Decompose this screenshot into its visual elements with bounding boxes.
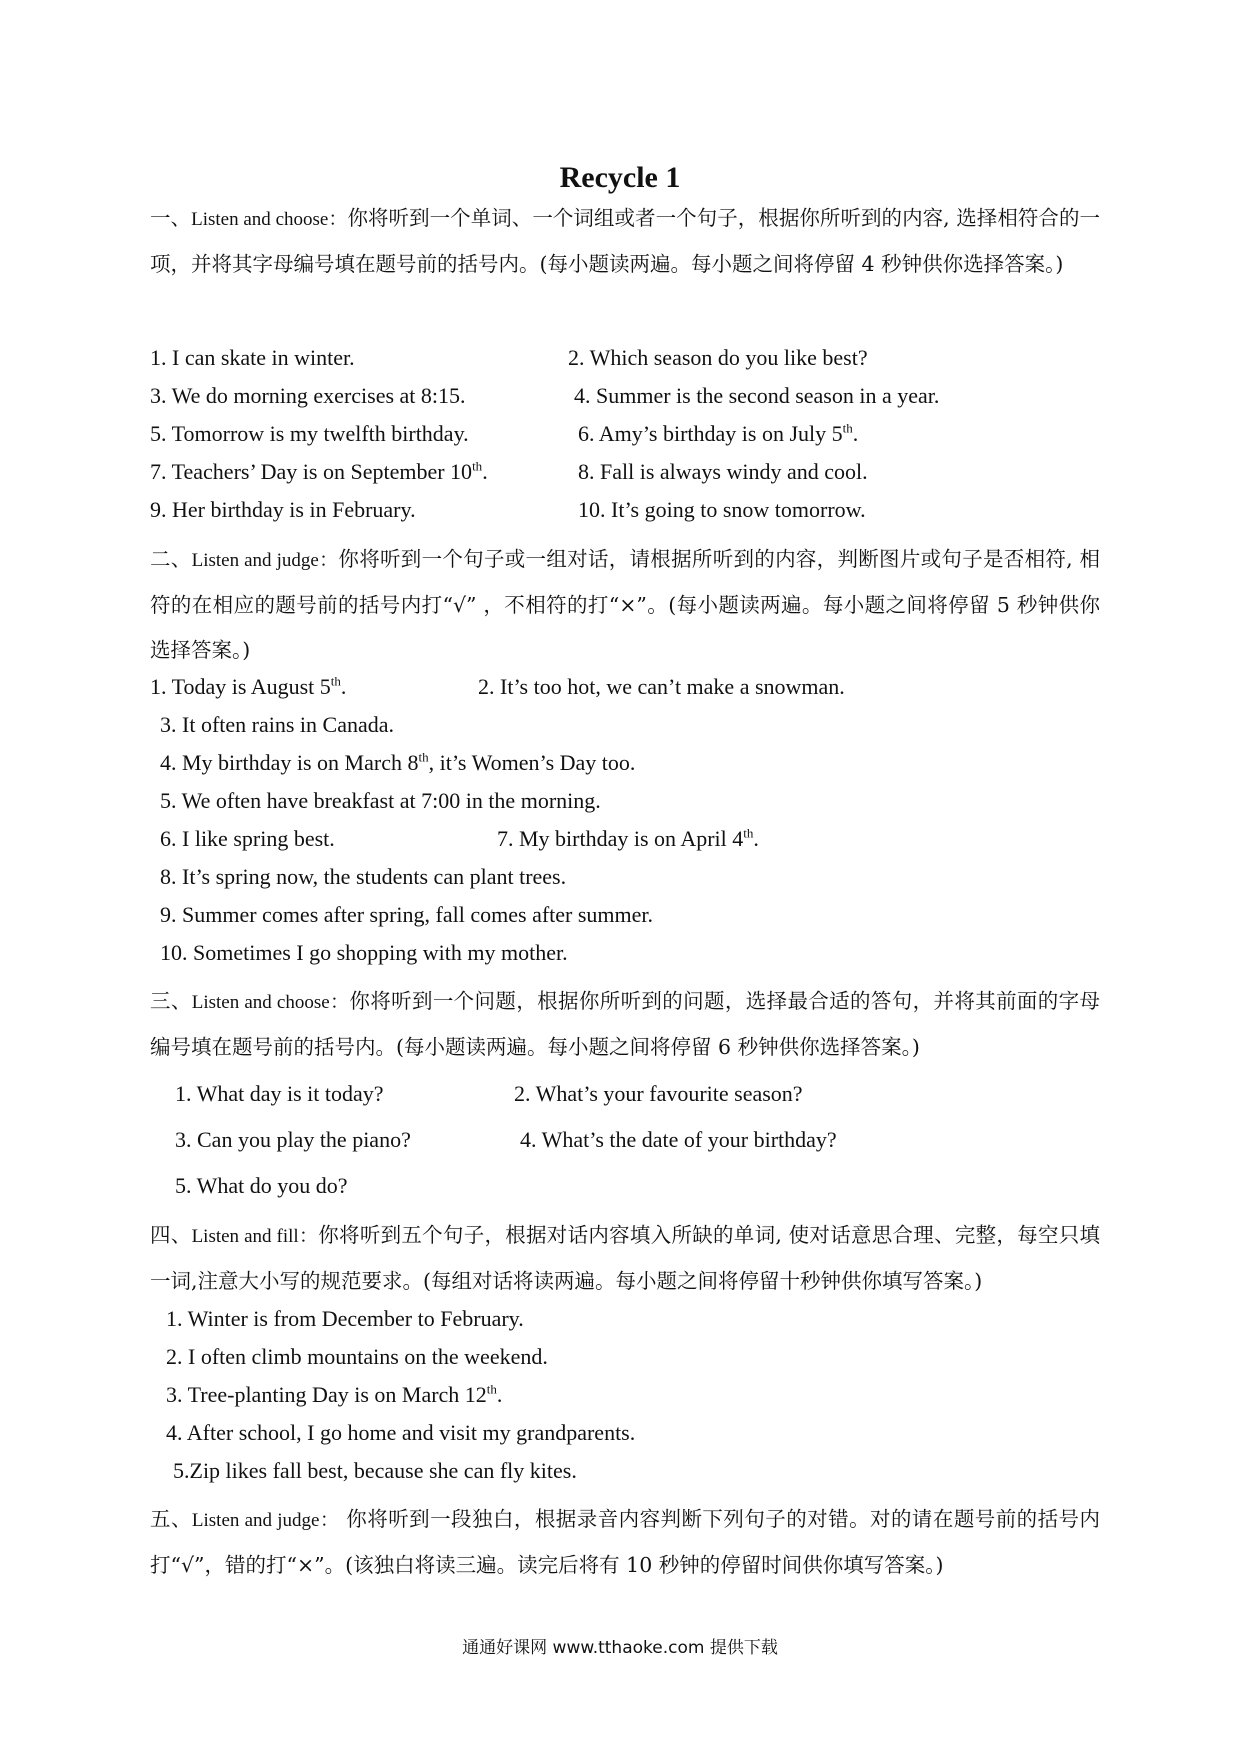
s4-item-1: 1. Winter is from December to February.	[166, 1306, 524, 1331]
s2-item-9: 9. Summer comes after spring, fall comes after summer.	[160, 902, 654, 927]
s2-item-7-end: .	[753, 826, 759, 851]
s2-item-7-text: 7. My birthday is on April 4	[497, 826, 744, 851]
s1-item-1: 1. I can skate in winter.	[150, 345, 355, 370]
s1-item-6-text: 6. Amy’s birthday is on July 5	[578, 421, 843, 446]
s2-item-2: 2. It’s too hot, we can’t make a snowman.	[478, 674, 845, 699]
s2-item-8: 8. It’s spring now, the students can plant trees.	[160, 864, 567, 889]
section-4-heading: Listen and fill：	[191, 1226, 319, 1247]
s2-item-1	[150, 672, 346, 702]
s1-item-7	[150, 457, 488, 487]
page-title: Recycle 1	[559, 161, 681, 194]
section-2-text: 你将听到一个句子或一组对话，请根据所听到的内容，判断图片或句子是否相符, 相符的在相应的题号前的括号内打“√” ，不相符的打“×”。(每小题读两遍。每小题之间将停留 5 秒钟供你选择答案。)	[150, 547, 1101, 662]
s1-item-3: 3. We do morning exercises at 8:15.	[150, 383, 466, 408]
s1-item-10: 10. It’s going to snow tomorrow.	[578, 497, 866, 522]
s1-item-6	[578, 419, 858, 449]
s4-item-5: 5.Zip likes fall best, because she can fly kites.	[173, 1458, 577, 1483]
s4-item-3	[166, 1380, 502, 1410]
section-5-number: 五、	[150, 1507, 192, 1531]
section-5-heading: Listen and judge：	[191, 1510, 340, 1531]
s2-item-7	[497, 824, 759, 854]
s1-item-4: 4. Summer is the second season in a year.	[574, 383, 940, 408]
s4-item-2: 2. I often climb mountains on the weekend.	[166, 1344, 548, 1369]
s2-item-4-sup: th	[418, 749, 429, 765]
section-5-instructions	[150, 1497, 1100, 1588]
s3-item-2: 2. What’s your favourite season?	[514, 1081, 803, 1106]
s4-item-4: 4. After school, I go home and visit my grandparents.	[166, 1420, 636, 1445]
s1-item-7-text: 7. Teachers’ Day is on September 10	[150, 459, 473, 484]
s3-item-4: 4. What’s the date of your birthday?	[520, 1127, 837, 1152]
s1-item-6-sup: th	[842, 420, 853, 436]
section-2-number: 二、	[150, 547, 192, 571]
s2-item-4	[160, 748, 635, 778]
section-3-heading: Listen and choose：	[191, 992, 350, 1013]
s1-item-7-sup: th	[472, 458, 483, 474]
s2-item-10: 10. Sometimes I go shopping with my mother.	[160, 940, 568, 965]
s1-item-5: 5. Tomorrow is my twelfth birthday.	[150, 421, 469, 446]
s2-item-6: 6. I like spring best.	[160, 826, 335, 851]
section-5-text: 你将听到一段独白，根据录音内容判断下列句子的对错。对的请在题号前的括号内打“√”，错的打“×”。(该独白将读三遍。读完后将有 10 秒钟的停留时间供你填写答案。)	[150, 1507, 1101, 1577]
s1-item-2: 2. Which season do you like best?	[568, 345, 868, 370]
s2-item-4-text: 4. My birthday is on March 8	[160, 750, 419, 775]
section-4-number: 四、	[150, 1223, 192, 1247]
s4-item-3-end: .	[496, 1382, 503, 1407]
section-1-text: 你将听到一个单词、一个词组或者一个句子，根据你所听到的内容, 选择相符合的一项，并将其字母编号填在题号前的括号内。(每小题读两遍。每小题之间将停留 4 秒钟供你选择答案。)	[150, 206, 1101, 276]
section-2-instructions	[150, 537, 1100, 673]
page-footer: 通通好课网 www.tthaoke.com 提供下载	[462, 1638, 778, 1658]
section-3-text: 你将听到一个问题，根据你所听到的问题，选择最合适的答句，并将其前面的字母编号填在题号前的括号内。(每小题读两遍。每小题之间将停留 6 秒钟供你选择答案。)	[150, 989, 1101, 1059]
section-1-heading: Listen and choose：	[191, 209, 348, 230]
s1-item-6-end: .	[852, 421, 859, 446]
section-4-text: 你将听到五个句子，根据对话内容填入所缺的单词, 使对话意思合理、完整，每空只填一词,注意大小写的规范要求。(每组对话将读两遍。每小题之间将停留十秒钟供你填写答案。)	[150, 1223, 1101, 1293]
section-1-instructions	[150, 196, 1100, 287]
s1-item-7-end: .	[482, 459, 488, 484]
s2-item-3: 3. It often rains in Canada.	[160, 712, 394, 737]
s2-item-1-end: .	[340, 674, 347, 699]
s3-item-3: 3. Can you play the piano?	[175, 1127, 411, 1152]
section-2-heading: Listen and judge：	[191, 550, 339, 571]
s3-item-1: 1. What day is it today?	[175, 1081, 384, 1106]
s2-item-1-text: 1. Today is August 5	[150, 674, 331, 699]
s3-item-5: 5. What do you do?	[175, 1173, 348, 1198]
s4-item-3-sup: th	[486, 1381, 497, 1397]
s2-item-7-sup: th	[743, 825, 754, 841]
section-4-instructions	[150, 1213, 1100, 1304]
s1-item-9: 9. Her birthday is in February.	[150, 497, 416, 522]
s2-item-1-sup: th	[330, 673, 341, 689]
section-3-instructions	[150, 979, 1100, 1070]
section-3-number: 三、	[150, 989, 192, 1013]
s2-item-4-end: , it’s Women’s Day too.	[428, 750, 636, 775]
s4-item-3-text: 3. Tree-planting Day is on March 12	[166, 1382, 487, 1407]
s2-item-5: 5. We often have breakfast at 7:00 in the morning.	[160, 788, 601, 813]
section-1-number: 一、	[150, 206, 192, 230]
s1-item-8: 8. Fall is always windy and cool.	[578, 459, 868, 484]
